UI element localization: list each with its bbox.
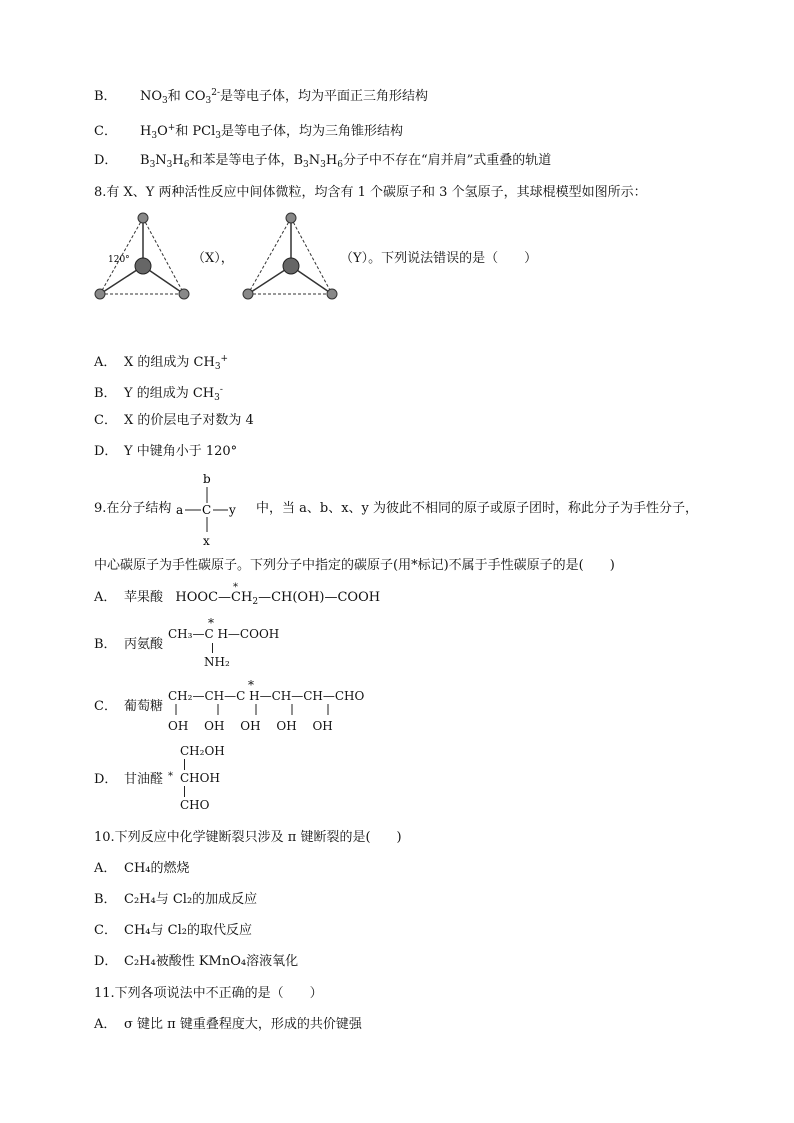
option-label: D．	[94, 444, 118, 459]
q9-option-b-label	[94, 636, 163, 654]
substituent-x: x	[203, 534, 210, 548]
alanine-nh2: NH₂	[204, 655, 230, 669]
subscript: 3	[166, 160, 173, 170]
glyceraldehyde-bond-bottom	[184, 786, 185, 797]
subscript: 3	[162, 96, 168, 106]
option-label: D．	[94, 153, 118, 168]
option-label: A．	[94, 1017, 117, 1032]
q8-option-c	[94, 412, 254, 430]
q9-option-c-label	[94, 698, 163, 716]
alanine-bond	[212, 643, 213, 653]
compound-name: 甘油醛	[124, 772, 164, 787]
q9-stem-continued: 中，当 a、b、x、y 为彼此不相同的原子或原子团时，称此分子为手性分子，	[256, 501, 699, 516]
text: O	[157, 124, 168, 139]
option-label: C．	[94, 124, 117, 139]
text: Y 的组成为 CH	[124, 386, 215, 401]
substituent-a: a	[176, 503, 184, 517]
formula-part: HOOC—	[175, 590, 232, 605]
chiral-structure-diagram	[176, 470, 266, 550]
option-label: C．	[94, 413, 117, 428]
subscript: 3	[151, 131, 158, 141]
compound-name: 丙氨酸	[124, 637, 164, 652]
q10-option-a	[94, 860, 190, 878]
option-label: C．	[94, 699, 117, 714]
text: 9.在分子结构	[94, 501, 172, 516]
q9-stem	[94, 500, 171, 518]
option-label: A．	[94, 590, 117, 605]
text: NO	[140, 89, 163, 104]
central-carbon: C	[202, 503, 212, 517]
subscript: 3	[149, 160, 156, 170]
subscript: 6	[337, 160, 343, 170]
superscript: -	[219, 385, 223, 395]
superscript: 2-	[211, 88, 221, 98]
text: 和 CO	[167, 89, 206, 104]
text: N	[308, 153, 321, 168]
formula-part: —CH(OH)—COOH	[258, 590, 381, 605]
q11-option-a	[94, 1016, 362, 1034]
q7-option-d	[94, 152, 551, 174]
option-label: A．	[94, 861, 117, 876]
text: C₂H₄与 Cl₂的加成反应	[124, 892, 258, 907]
q9-option-a	[94, 582, 381, 611]
q8-option-a	[94, 350, 228, 376]
subscript: 6	[183, 160, 190, 170]
alanine-main-chain: CH₃—C H—COOH	[168, 627, 280, 641]
x-label: （X），	[192, 251, 234, 266]
subscript: 3	[205, 96, 212, 106]
q9-stem-line2: 中心碳原子为手性碳原子。下列分子中指定的碳原子(用*标记)不属于手性碳原子的是( )	[94, 558, 615, 573]
subscript: 3	[214, 362, 221, 372]
superscript: +	[220, 354, 229, 364]
glucose-oh-bonds	[168, 704, 358, 716]
q8-option-d	[94, 443, 237, 461]
text: 和苯是等电子体，B	[189, 153, 304, 168]
glyceraldehyde-bond-top	[184, 759, 185, 770]
text: H	[172, 153, 184, 168]
text: X 的组成为 CH	[124, 355, 215, 370]
option-label: B．	[94, 386, 117, 401]
glyceraldehyde-bottom: CHO	[180, 798, 210, 812]
q11-stem: 11.下列各项说法中不正确的是（ ）	[94, 986, 323, 1001]
glucose-star: *	[248, 678, 254, 692]
text: X 的价层电子对数为 4	[124, 413, 254, 428]
option-label: C．	[94, 923, 117, 938]
ball-stick-model-x	[92, 210, 196, 304]
option-label: B．	[94, 637, 117, 652]
ball-stick-model-y	[240, 210, 344, 304]
text: N	[155, 153, 167, 168]
subscript: 3	[303, 160, 309, 170]
substituent-b: b	[203, 472, 211, 486]
starred-carbon	[231, 582, 253, 607]
glyceraldehyde-star: *	[168, 771, 173, 782]
glucose-main-chain: CH₂—CH—C H—CH—CH—CHO	[168, 689, 365, 703]
superscript: +	[167, 123, 176, 133]
angle-label: 120°	[108, 255, 130, 265]
text: 和 PCl	[175, 124, 216, 139]
option-label: D．	[94, 954, 118, 969]
text: Y 中键角小于 120°	[124, 444, 238, 459]
option-label: D．	[94, 772, 118, 787]
subscript: 3	[320, 160, 326, 170]
glucose-oh-groups: OH OH OH OH OH	[168, 719, 333, 733]
text: σ 键比 π 键重叠程度大，形成的共价键强	[124, 1017, 362, 1032]
text: CH₄与 Cl₂的取代反应	[124, 923, 252, 938]
option-label: B．	[94, 89, 117, 104]
text: H	[140, 124, 152, 139]
text: 是等电子体，均为平面正三角形结构	[220, 89, 429, 104]
text: 是等电子体，均为三角锥形结构	[221, 124, 404, 139]
text: H	[325, 153, 338, 168]
compound-name: 苹果酸	[124, 590, 164, 605]
option-label: A．	[94, 355, 117, 370]
text: CH₄的燃烧	[124, 861, 190, 876]
chiral-star: *	[233, 582, 239, 593]
q7-option-b	[94, 84, 428, 110]
text: C₂H₄被酸性 KMnO₄溶液氧化	[124, 954, 299, 969]
q9-option-d-label	[94, 771, 163, 789]
subscript: 3	[214, 393, 220, 403]
formula-part: CH	[231, 590, 253, 605]
q10-stem: 10.下列反应中化学键断裂只涉及 π 键断裂的是( )	[94, 830, 402, 845]
alanine-star: *	[208, 616, 214, 630]
q10-option-c	[94, 922, 252, 940]
subscript: 2	[252, 597, 259, 607]
glyceraldehyde-top: CH₂OH	[180, 744, 225, 758]
substituent-y: y	[229, 503, 236, 517]
q8-stem: 8.有 X、Y 两种活性反应中间体微粒，均含有 1 个碳原子和 3 个氢原子，其球棍模型如图所示：	[94, 185, 647, 200]
q10-option-d	[94, 953, 298, 971]
q10-option-b	[94, 891, 257, 909]
option-label: B．	[94, 892, 117, 907]
y-label: （Y）。下列说法错误的是（ ）	[340, 251, 538, 266]
text: B	[140, 153, 150, 168]
glyceraldehyde-mid: CHOH	[180, 771, 220, 785]
compound-name: 葡萄糖	[124, 699, 164, 714]
text: 分子中不存在“肩并肩”式重叠的轨道	[342, 153, 552, 168]
subscript: 3	[215, 131, 222, 141]
q8-option-b	[94, 381, 223, 407]
q7-option-c	[94, 119, 403, 145]
